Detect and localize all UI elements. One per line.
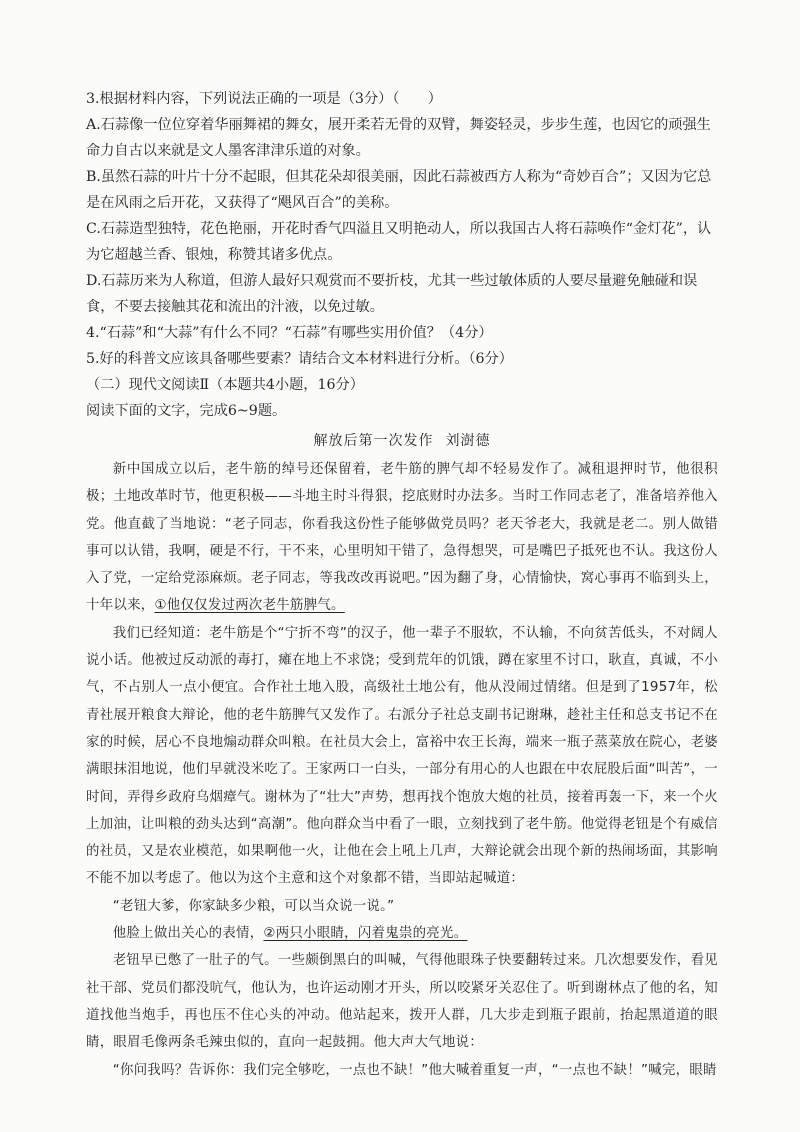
article-author: 刘澍德	[445, 433, 491, 449]
q3-option-a: A.石蒜像一位位穿着华丽舞裙的舞女，展开柔若无骨的双臂，舞姿轻灵，步步生莲，也因它的顽强生命力自古以来就是文人墨客津津乐道的对象。	[86, 117, 711, 159]
q3-option-d: D.石蒜历来为人称道，但游人最好只观赏而不要折枝，尤其一些过敏体质的人要尽量避免触碰和误食，不要去接触其花和流出的汁液，以免过敏。	[86, 273, 698, 315]
q5: 5.好的科普文应该具备哪些要素？请结合文本材料进行分析。（6分）	[86, 351, 513, 367]
section2-header: （二）现代文阅读Ⅱ（本题共4小题，16分）	[86, 377, 364, 393]
q4: 4.“石蒜”和“大蒜”有什么不同？“石蒜”有哪些实用价值？（4分）	[86, 325, 493, 341]
q3-stem: 3.根据材料内容，下列说法正确的一项是（3分）（ ）	[86, 91, 442, 107]
q3-option-b: B.虽然石蒜的叶片十分不起眼，但其花朵却很美丽，因此石蒜被西方人称为“奇妙百合”；又因为它总是在风雨之后开花，又获得了“飓风百合”的美称。	[86, 169, 712, 211]
article-paragraph-4: 老钮早已憋了一肚子的气。一些颇倒黑白的叫喊，气得他眼珠子快要翻转过来。几次想要发作，看见社干部、党员们都没吭气，他认为，也许运动刚才开头，所以咬紧牙关忍住了。听到谢林点了他的名，知道找他当炮手，再也压不住心头的冲动。他站起来，拨开人群，几大步走到瓶子跟前，抬起黑道道的眼睛，眼眉毛像两条毛辣虫似的，直向一起鼓拥。他大声大气地说：	[86, 953, 718, 1051]
q3-option-c: C.石蒜造型独特，花色艳丽，开花时香气四溢且又明艳动人，所以我国古人将石蒜唤作“金灯花”，认为它超越兰香、银烛，称赞其诸多优点。	[86, 221, 712, 263]
paragraph-3-text: 他脸上做出关心的表情，	[112, 926, 264, 942]
underlined-sentence-1: ①他仅仅发过两次老牛筋脾气。	[154, 598, 345, 614]
section2-instruction: 阅读下面的文字，完成6~9题。	[86, 403, 287, 419]
article-title: 解放后第一次发作	[313, 433, 434, 449]
article-quote-1: “老钮大爹，你家缺多少粮，可以当众说一说。”	[112, 898, 395, 914]
article-paragraph-3	[86, 920, 718, 947]
article-quote-2: “你问我吗？告诉你：我们完全够吃，一点也不缺！”他大喊着重复一声，“一点也不缺！”喊完，眼睛	[112, 1062, 717, 1078]
paragraph-1-text: 新中国成立以后，老牛筋的绰号还保留着，老牛筋的脾气却不轻易发作了。减租退押时节，他很积极；土地改革时节，他更积极——斗地主时斗得狠，挖底财时办法多。当时工作同志老了，准备培养他入党。他直截了当地说：“老子同志，你看我这份性子能够做党员吗？老天爷老大，我就是老二。别人做错事可以认错，我啊，硬是不行，干不来，心里明知干错了，急得想哭，可是嘴巴子抵死也不认。我这份人入了党，一定给党添麻烦。老子同志，等我改改再说吧。”因为翻了身，心情愉快，窝心事再不临到头上，十年以来，	[86, 462, 718, 614]
article-title-line	[86, 428, 718, 454]
underlined-sentence-2: ②两只小眼睛，闪着鬼祟的亮光。	[263, 926, 468, 942]
article-paragraph-1	[86, 456, 718, 620]
article-paragraph-2: 我们已经知道：老牛筋是个“宁折不弯”的汉子，他一辈子不服软，不认输，不向贫苦低头，不对阔人说小话。他被过反动派的毒打，瘫在地上不求饶；受到荒年的饥饿，蹲在家里不讨口，耿直，真诚，不小气，不占别人一点小便宜。合作社土地入股，高级社土地公有，他从没闹过情绪。但是到了1957年，松青社展开粮食大辩论，他的老牛筋脾气又发作了。右派分子社总支副书记谢琳，趁社主任和总支书记不在家的时候，居心不良地煽动群众叫粮。在社员大会上，富裕中农王长海，端来一瓶子蒸菜放在院心，老婆满眼抹泪地说，他们早就没米吃了。王家两口一白头，一部分有用心的人也跟在中农屁股后面“叫苦”，一时间，弄得乡政府乌烟瘴气。谢林为了“壮大”声势，想再找个饱放大炮的社员，接着再轰一下，来一个火上加油，让叫粮的劲头达到“高潮”。他向群众当中看了一眼，立刻找到了老牛筋。他觉得老钮是个有威信的社员，又是农业模范，如果啊他一火，让他在会上吼上几声，大辩论就会出现个新的热闹场面，其影响不能不加以考虑了。他以为这个主意和这个对象都不错，当即站起喊道：	[86, 625, 718, 887]
